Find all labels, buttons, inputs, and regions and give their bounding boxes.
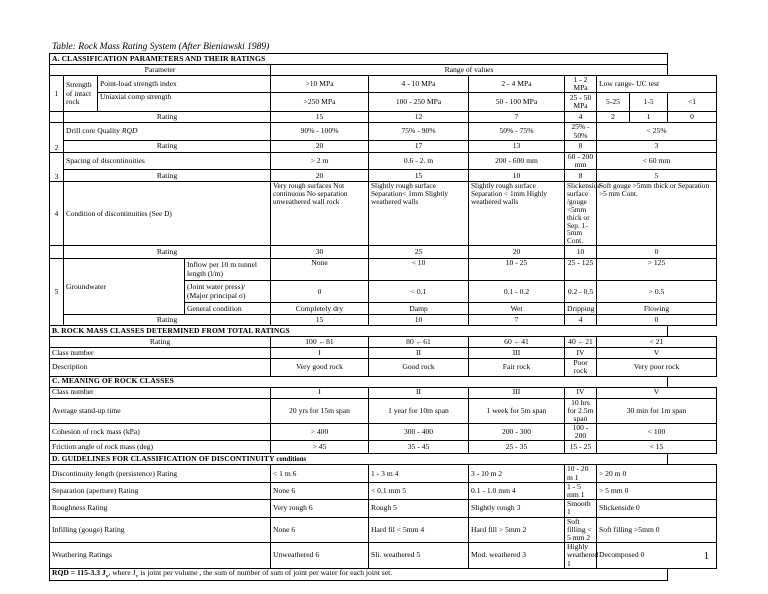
value-cell: Smooth 1 (565, 500, 597, 517)
parameter-header: Parameter (50, 65, 271, 76)
value-cell: 200 - 600 mm (469, 152, 565, 169)
value-cell: III (469, 387, 565, 398)
value-cell: I (271, 387, 369, 398)
value-cell: Very good rock (271, 359, 369, 376)
value-cell: 35 - 45 (369, 441, 469, 454)
value-cell: 30 min for 1m span (597, 398, 717, 424)
rating-cell: 20 (469, 246, 565, 259)
rating-cell: 15 (271, 315, 369, 326)
param-label: Spacing of discontinuities (64, 152, 271, 169)
value-cell: None 6 (271, 517, 369, 543)
rating-cell: 10 (565, 246, 597, 259)
value-cell: Unweathered 6 (271, 543, 369, 569)
value-cell: Fair rock (469, 359, 565, 376)
param-number: 1 (50, 76, 64, 112)
value-cell: 2 - 4 MPa (469, 76, 565, 93)
row-label: Discontinuity length (persistence) Rating (50, 465, 271, 482)
rating-cell: 5 (597, 170, 717, 182)
value-cell: 0.1 - 1.0 mm 4 (469, 482, 565, 499)
value-cell: Decomposed 0 (597, 543, 717, 569)
rating-label: Rating (64, 170, 271, 182)
value-cell: Highly weathered 1 (565, 543, 597, 569)
rating-cell: 10 (369, 315, 469, 326)
value-cell: 0.2 - 0.5 (565, 281, 597, 303)
value-cell: < 60 mm (597, 152, 717, 169)
value-cell: II (369, 348, 469, 359)
param-number: 2 (50, 123, 64, 152)
rating-cell: 13 (469, 140, 565, 152)
row-label: Cohesion of rock mass (kPa) (50, 424, 271, 441)
row-label: Average stand-up time (50, 398, 271, 424)
value-cell: > 45 (271, 441, 369, 454)
rating-cell: 15 (271, 112, 369, 123)
value-cell: IV (565, 348, 597, 359)
rating-cell: 1 (630, 112, 668, 123)
table-caption: Table: Rock Mass Rating System (After Bieniawski 1989) (52, 42, 270, 52)
section-a-title: A. CLASSIFICATION PARAMETERS AND THEIR RATINGS (50, 54, 668, 65)
value-cell: Dripping (565, 303, 597, 315)
value-cell: >250 MPa (271, 93, 369, 112)
value-cell: V (597, 387, 717, 398)
value-cell: 0 (271, 281, 369, 303)
value-cell: < 0.1 (369, 281, 469, 303)
rqd-formula (52, 567, 109, 580)
rating-cell: 3 (597, 140, 717, 152)
param-label (64, 123, 271, 140)
rmr-table (49, 53, 717, 581)
rating-cell: 0 (597, 246, 717, 259)
rqd-label-prefix: Drill core Quality (66, 126, 122, 136)
value-cell: 25 - 50 MPa (565, 93, 597, 112)
rating-cell: 8 (565, 170, 597, 182)
rating-cell: 4 (565, 315, 597, 326)
rating-label: Rating (64, 315, 271, 326)
value-cell: 60 - 200 mm (565, 152, 597, 169)
value-cell: < 10 (369, 259, 469, 281)
rating-cell: 25 (369, 246, 469, 259)
param-label: Groundwater (64, 259, 185, 315)
value-cell: 5-25 (597, 93, 630, 112)
value-cell: 20 yrs for 15m span (271, 398, 369, 424)
value-cell: > 0.5 (597, 281, 717, 303)
value-cell: < 21 (597, 337, 717, 348)
footnote-text: , where J (108, 567, 136, 577)
rating-cell: 8 (565, 140, 597, 152)
value-cell: Slightly rough surface Separation< 1mm Slightly weathered walls (369, 182, 469, 246)
value-cell: Very poor rock (597, 359, 717, 376)
param-number: 3 (50, 152, 64, 181)
value-cell: None 6 (271, 482, 369, 499)
section-c-title: C. MEANING OF ROCK CLASSES (50, 376, 668, 387)
footnote-sub: v (135, 573, 139, 580)
value-cell: III (469, 348, 565, 359)
rating-cell: 12 (369, 112, 469, 123)
value-cell: 0.6 - 2. m (369, 152, 469, 169)
rqd-footnote (50, 568, 668, 580)
value-cell: Slightly rough surface Separation < 1mm Highly weathered walls (469, 182, 565, 246)
value-cell: 15 - 25 (565, 441, 597, 454)
value-cell: > 5 mm 0 (597, 482, 717, 499)
param-sublabel: (Joint water press)/ (Major principal σ) (185, 281, 271, 303)
value-cell: 25% - 50% (565, 123, 597, 140)
value-cell: >10 MPa (271, 76, 369, 93)
rqd-formula-sub: v (105, 573, 109, 580)
page-number: 1 (704, 551, 709, 562)
rating-label: Rating (50, 337, 271, 348)
value-cell: 60 ←41 (469, 337, 565, 348)
value-cell: V (597, 348, 717, 359)
row-label: Friction angle of rock mass (deg) (50, 441, 271, 454)
value-cell: 10 - 20 m 1 (565, 465, 597, 482)
value-cell: 1 - 3 m 4 (369, 465, 469, 482)
value-cell: 100 - 200 (565, 424, 597, 441)
value-cell: 80 ←61 (369, 337, 469, 348)
rating-cell: 4 (565, 112, 597, 123)
row-label: Infilling (gouge) Rating (50, 517, 271, 543)
rating-cell: 0 (597, 315, 717, 326)
range-header: Range of values (271, 65, 668, 76)
value-cell: 1-5 (630, 93, 668, 112)
value-cell: Soft filling >5mm 0 (597, 517, 717, 543)
rating-cell: 2 (597, 112, 630, 123)
row-label: Weathering Ratings (50, 543, 271, 569)
value-cell: 300 - 400 (369, 424, 469, 441)
rating-cell: 10 (469, 170, 565, 182)
value-cell: Very rough surfaces Not continuous No separation unweathered wall rock (271, 182, 369, 246)
value-cell: 1 - 5 mm 1 (565, 482, 597, 499)
rating-cell: 7 (469, 112, 565, 123)
param-label: Condition of discontinuities (See D) (64, 182, 271, 246)
param-sublabel: General condition (185, 303, 271, 315)
rating-label: Rating (64, 140, 271, 152)
value-cell: 40 ←21 (565, 337, 597, 348)
param-number: 5 (50, 259, 64, 326)
low-range-header: Low range- UC test (597, 76, 717, 93)
value-cell: 50% - 75% (469, 123, 565, 140)
value-cell: > 2 m (271, 152, 369, 169)
value-cell: Hard fil < 5mm 4 (369, 517, 469, 543)
value-cell: 50 - 100 MPa (469, 93, 565, 112)
value-cell: Hard fill > 5mm 2 (469, 517, 565, 543)
value-cell: < 0.1 mm 5 (369, 482, 469, 499)
section-d-title (50, 454, 668, 465)
value-cell: 3 - 10 m 2 (469, 465, 565, 482)
rating-cell: 0 (668, 112, 717, 123)
value-cell: Slickenside surface /gouge <5mm thick or Sep. 1-5mm Cont. (565, 182, 597, 246)
value-cell: < 25% (597, 123, 717, 140)
section-b-title: B. ROCK MASS CLASSES DETERMINED FROM TOTAL RATINGS (50, 326, 668, 337)
value-cell: 100 ←81 (271, 337, 369, 348)
value-cell: < 15 (597, 441, 717, 454)
value-cell: 25 - 35 (469, 441, 565, 454)
value-cell: Soft gouge >5mm thick or Separation >5 mm Cont. (597, 182, 717, 246)
param-sublabel: Inflow per 10 m tunnel length (l/m) (185, 259, 271, 281)
value-cell: > 125 (597, 259, 717, 281)
rating-cell: 17 (369, 140, 469, 152)
value-cell: 1 year for 10m span (369, 398, 469, 424)
value-cell: 90% - 100% (271, 123, 369, 140)
row-label: Class number (50, 387, 271, 398)
value-cell: Flowing (597, 303, 717, 315)
rating-cell: 20 (271, 140, 369, 152)
value-cell: 10 hrs for 2.5m span (565, 398, 597, 424)
value-cell: Damp (369, 303, 469, 315)
rating-label: Rating (64, 112, 271, 123)
footnote-text-end: is joint per volume , the sum of number of sum of joint per water for each joint set. (138, 567, 393, 577)
value-cell: Slickenside 0 (597, 500, 717, 517)
rating-label: Rating (64, 246, 271, 259)
value-cell: Completely dry (271, 303, 369, 315)
value-cell: Mod. weathered 3 (469, 543, 565, 569)
value-cell: Wet (469, 303, 565, 315)
rating-cell: 15 (369, 170, 469, 182)
rating-cell: 7 (469, 315, 565, 326)
value-cell: 200 - 300 (469, 424, 565, 441)
value-cell: <1 (668, 93, 717, 112)
value-cell: < 1 m 6 (271, 465, 369, 482)
value-cell: < 100 (597, 424, 717, 441)
param-sublabel: Point-load strength index (98, 76, 271, 93)
value-cell: Good rock (369, 359, 469, 376)
value-cell: 75% - 90% (369, 123, 469, 140)
value-cell: Poor rock (565, 359, 597, 376)
value-cell: II (369, 387, 469, 398)
row-label: Roughness Rating (50, 500, 271, 517)
value-cell: Rough 5 (369, 500, 469, 517)
row-label: Class number (50, 348, 271, 359)
param-number: 4 (50, 182, 64, 246)
value-cell: Slightly rough 3 (469, 500, 565, 517)
section-d-title-suffix: conditions (274, 456, 307, 464)
param-sublabel: Uniaxial comp strength (98, 93, 271, 112)
param-label: Strength of intact rock (64, 76, 98, 112)
value-cell: I (271, 348, 369, 359)
value-cell: 1 - 2 MPa (565, 76, 597, 93)
value-cell: None (271, 259, 369, 281)
rating-cell: 30 (271, 246, 369, 259)
value-cell: Sli. weathered 5 (369, 543, 469, 569)
section-d-title-main: D. GUIDELINES FOR CLASSIFICATION OF DISCONTINUITY (52, 454, 275, 464)
value-cell: 100 - 250 MPa (369, 93, 469, 112)
value-cell: > 20 m 0 (597, 465, 717, 482)
rqd-formula-text: RQD = 115-3.3 J (52, 567, 106, 577)
value-cell: 10 - 25 (469, 259, 565, 281)
value-cell: IV (565, 387, 597, 398)
row-label: Description (50, 359, 271, 376)
value-cell: 25 - 125 (565, 259, 597, 281)
value-cell: Soft filling < 5 mm 2 (565, 517, 597, 543)
rating-cell: 20 (271, 170, 369, 182)
row-label: Separation (aperture) Rating (50, 482, 271, 499)
value-cell: Very rough 6 (271, 500, 369, 517)
value-cell: > 400 (271, 424, 369, 441)
value-cell: 4 - 10 MPa (369, 76, 469, 93)
value-cell: 1 week for 5m span (469, 398, 565, 424)
value-cell: 0.1 - 0.2 (469, 281, 565, 303)
rqd-label: RQD (121, 126, 138, 136)
